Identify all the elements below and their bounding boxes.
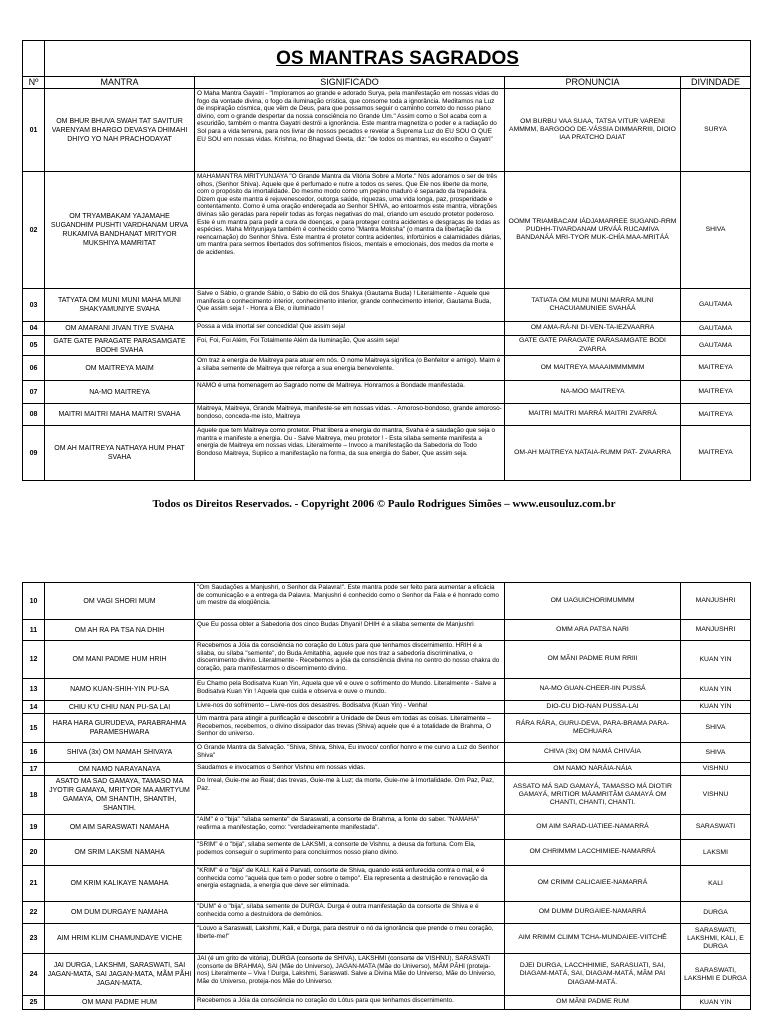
row-pronuncia: OM MÃNI PADME RUM [505,996,681,1010]
row-mantra: OM AH RA PA TSA NA DHIH [45,620,195,641]
row-mantra: HARA HARA GURUDEVA, PARABRAHMA PARAMESHWARA [45,714,195,743]
row-pronuncia: OM UAGUICHORIMUMMM [505,583,681,620]
row-divindade: MAITREYA [681,381,751,404]
row-pronuncia: AIM RRIMM CLIMM TCHA-MUNDAIEE-VIITCHÊ [505,924,681,954]
row-num: 15 [23,714,45,743]
row-pronuncia: OM CRIMM CALICAIEE-NAMARRÁ [505,866,681,902]
row-divindade: SARASWATI, LAKSHMI E DURGA [681,954,751,996]
row-pronuncia: OM-AH MAITREYA NATAIA-RUMM PAT- ZVAARRA [505,426,681,481]
row-num: 11 [23,620,45,641]
row-mantra: MAITRI MAITRI MAHA MAITRI SVAHA [45,404,195,426]
row-pronuncia: RÁRA RÁRA, GURU-DEVA, PARA-BRAMA PARA-MECHUARA [505,714,681,743]
row-significado: Eu Chamo pela Bodisatva Kuan Yin, Aquela que vê e ouve o sofrimento do Mundo. Literalmente - Salve a Bodisatva Kuan Yin ! Aquela que cuida e observa e ouve o mundo. [195,679,505,701]
row-num: 13 [23,679,45,701]
row-significado: Saudamos e invocamos o Senhor Vishnu em nossas vidas. [195,763,505,776]
table-row [23,89,751,172]
row-significado: "Om Saudações a Manjushri, o Senhor da Palavra!". Este mantra pode ser feito para aumentar a eficácia de comunicação e a entrega da Palavra. Manjushri é conhecido como o Senhor da Fala e é honrado como um mestre da eloqüência. [195,583,505,620]
row-num: 20 [23,840,45,866]
row-significado: Possa a vida imortal ser concedida! Que assim seja! [195,322,505,336]
row-divindade: GAUTAMA [681,289,751,322]
row-pronuncia: MAITRI MAITRI MARRÁ MAITRI ZVARRÁ [505,404,681,426]
row-significado: Om traz a energia de Maitreya para atuar em nós. O nome Maitreya significa (o Benfeitor e amigo). Maim é a sílaba semente de Maitreya que reforça a sua energia benevolente. [195,356,505,381]
row-significado: O Grande Mantra da Salvação. "Shiva, Shiva, Shiva, Eu invoco/ confio/ honro e me curvo a Luz do Senhor Shiva" [195,743,505,763]
header-significado: SIGNIFICADO [195,77,505,89]
row-significado: Salve o Sábio, o grande Sábio, o Sábio do clã dos Shakya (Gautama Buda) ! Literalmente - Aquele que manifesta o conhecimento interior, conhecimento interior, grande conhecimento interior, Gautama Buda, Que assim seja ! - Honra a Ele, o iluminado ! [195,289,505,322]
row-mantra: NAMO KUAN-SHIH-YIN PU-SA [45,679,195,701]
row-significado: Que Eu possa obter a Sabedoria dos cinco Budas Dhyani! DHIH é a sílaba semente de Manjushri [195,620,505,641]
row-mantra: OM KRIM KALIKAYE NAMAHA [45,866,195,902]
table-row [23,924,751,954]
table-row [23,701,751,714]
header-divindade: DIVINDADE [681,77,751,89]
row-significado: Recebemos a Jóia da consciência no coração do Lótus para que tenhamos discernimento. [195,996,505,1010]
row-significado: "DUM" é o "bija", sílaba semente de DURGA. Durga é outra manifestação da consorte de Shiva e é conhecida como a destruidora de demônios. [195,902,505,924]
row-pronuncia: OMM ARA PATSA NARI [505,620,681,641]
table-row [23,714,751,743]
table-row [23,336,751,356]
row-divindade: SARASWATI [681,815,751,840]
row-mantra: AIM HRIM KLIM CHAMUNDAYE VICHE [45,924,195,954]
row-divindade: KUAN YIN [681,996,751,1010]
row-divindade: MANJUSHRI [681,583,751,620]
row-mantra: OM AIM SARASWATI NAMAHA [45,815,195,840]
row-pronuncia: DJEI DURGA, LACCHHIMIE, SARASUATI, SAI, DIAGAM-MATÁ, SAI, DIAGAM-MATÁ, MÃM PAI DIAGAM-MATÁ. [505,954,681,996]
row-significado: NAMO é uma homenagem ao Sagrado nome de Maitreya. Honramos a Bondade manifestada. [195,381,505,404]
row-divindade: GAUTAMA [681,336,751,356]
row-significado: Livre-nos do sofrimento – Livre-nos dos desastres. Bodisatva (Kuan Yin) - Venha! [195,701,505,714]
row-significado: "Louvo a Saraswati, Lakshmi, Kali, e Durga, para destruir o nó da ignorância que prende o meu coração, liberte-me!" [195,924,505,954]
table-row [23,172,751,289]
row-mantra: OM MANI PADME HUM [45,996,195,1010]
header-num: Nº [23,77,45,89]
row-significado: Aquele que tem Maitreya como protetor. Phat libera a energia do mantra, Svaha é a saudação que seja o mantra e manifeste a energia. Ou - Salve Maitreya, meu protetor ! - Esta sílaba semente manifesta a energia de Maitreya em nossas vidas. Literalmente – Invoco a manifestação da Sabedoria do Todo Bondoso Maitreya, Suplico a manifestação na forma, da sua energia do Saber, Que assim seja. [195,426,505,481]
row-mantra: OM MANI PADME HUM HRIH [45,641,195,679]
row-significado: Do Irreal, Guie-me ao Real; das trevas, Guie-me à Luz; da morte, Guie-me à Imortalidade. Om Paz, Paz, Paz. [195,776,505,815]
row-mantra: OM MAITREYA MAIM [45,356,195,381]
row-mantra: OM VAGI SHORI MUM [45,583,195,620]
table-row [23,426,751,481]
row-pronuncia: OM MAITREYA MAAAIMMMMMM [505,356,681,381]
row-pronuncia: OM CHRIMMM LACCHIMIEE-NAMARRÁ [505,840,681,866]
row-mantra: SHIVA (3x) OM NAMAH SHIVAYA [45,743,195,763]
row-divindade: MAITREYA [681,356,751,381]
page-title: OS MANTRAS SAGRADOS [45,41,751,77]
row-divindade: VISHNU [681,763,751,776]
row-significado: Foi, Foi, Foi Além, Foi Totalmente Além da Iluminação, Que assim seja! [195,336,505,356]
row-significado: O Maha Mantra Gayatri - "Imploramos ao grande e adorado Surya, pela manifestação em nossas vidas do fogo da vontade divina, o fogo da iluminação crística, que consome toda a ignorância. Meditamos na Luz de inspiração cósmica, que vêm de Deus, para que possamos seguir o caminho correto do nosso plano divino, com o grande despertar da nossa consciência no Grande Um." Assim como o Sol acaba com a escuridão, também o mantra Gayatri destrói a ignorância. Este mantra magnetiza o poder e a radiação do Sol para a vida terrena, para nos livrar de nossos pecados e revelar a Suprema Luz do EU SOU O QUE EU SOU em nossas vidas. Krishna, no Bhagvad Geeta, diz: "de todos os mantras, eu escolho o Gayatri" [195,89,505,172]
row-significado: JAI (é um grito de vitória), DURGA (consorte de SHIVA), LAKSHMI (consorte de VISHNU), SARASVATI (consorte de BRAHMA), SAI (Mãe do Universo), JAGAN-MATA (Mãe do Universo), MÃM PÃHI (proteja-nos) Literalmente – Viva ! Durga, Lakshmi, Saraswati. Salve a Divina Mãe do Universo, Mãe do Universo, Mãe do Universo, proteja-nos Mãe do Universo. [195,954,505,996]
row-mantra: TATYATA OM MUNI MUNI MAHA MUNI SHAKYAMUNIYE SVAHA [45,289,195,322]
table-row [23,356,751,381]
row-num: 18 [23,776,45,815]
row-pronuncia: DIO-CU DIO-NAN PUSSA-LAI [505,701,681,714]
row-mantra: CHIU K'U CHIU NAN PU-SA LAI [45,701,195,714]
table-row [23,679,751,701]
row-pronuncia: TATIATA OM MUNI MUNI MARRA MUNI CHACUIAMUNIEE SVAHÁÁ [505,289,681,322]
row-num: 03 [23,289,45,322]
row-significado: MAHAMANTRA MRITYUNJAYA "O Grande Mantra da Vitória Sobre a Morte." Nós adoramos o ser de três olhos, (Senhor Shiva). Aquele que é perfumado e nutre a todos os seres. Que Ele nos liberte da morte, com o propósito da imortalidade. Do mesmo modo como um pepino maduro é separado da trepadeira. Dizem que este mantra é rejuvenescedor, outorga saúde, riquezas, uma vida longa, paz, prosperidade e contentamento. Como é uma oração endereçada ao Senhor SHIVA, ao entoarmos este mantra, vibrações divinas são geradas para repelir todas as forças negativas do mal, criando um escudo protetor poderoso. Este é um mantra para pedir a cura de doenças, e para proteger contra acidentes e desgraças de todas as espécies. Maha Mrityunjaya também é conhecido como "Mantra Moksha" (o mantra da libertação da reencarnação) do Senhor Shiva. Este mantra é protetor contra acidentes, infortúnios e calamidades diárias, um mantra para sermos libertados dos sofrimentos físicos, mentais e emocionais, dos medos da morte e de acidentes. [195,172,505,289]
row-num: 10 [23,583,45,620]
row-divindade: MAITREYA [681,404,751,426]
row-mantra: NA-MO MAITREYA [45,381,195,404]
row-num: 09 [23,426,45,481]
row-divindade: DURGA [681,902,751,924]
table-row [23,815,751,840]
row-pronuncia: OM MÃNI PADME RUM RRIII [505,641,681,679]
row-num: 12 [23,641,45,679]
row-significado: "SRIM" é o "bija", sílaba semente de LAKSMI, a consorte de Vishnu, a deusa da fortuna. Com Ela, podemos conseguir o suprimento para concluirmos nosso plano divino. [195,840,505,866]
row-num: 19 [23,815,45,840]
row-num: 17 [23,763,45,776]
row-divindade: LAKSMI [681,840,751,866]
mantras-table-1 [22,40,751,481]
row-num: 23 [23,924,45,954]
row-mantra: OM TRYAMBAKAM YAJAMAHE SUGANDHIM PUSHTI VARDHANAM URVA RUKAMIVA BANDHANAT MRITYOR MUKSHIYA MAMRITAT [45,172,195,289]
row-num: 14 [23,701,45,714]
row-divindade: MANJUSHRI [681,620,751,641]
row-num: 24 [23,954,45,996]
row-pronuncia: NA-MO GUAN-CHEER-IIN PUSSÁ [505,679,681,701]
table-header [23,77,751,89]
row-mantra: OM SRIM LAKSMI NAMAHA [45,840,195,866]
row-mantra: OM BHUR BHUVA SWAH TAT SAVITUR VARENYAM BHARGO DEVASYA DHIMAHI DHIYO YO NAH PRACHODAYAT [45,89,195,172]
row-pronuncia: OM BURBU VAA SUAA, TATSA VITUR VARENI AMMMM, BARGOOO DE-VÁSSIA DIMMARRIII, DIOIO IAA PRATCHO DAIAT [505,89,681,172]
table-row [23,289,751,322]
row-significado: "KRIM" é o "bija" de KALI. Kali é Parvati, consorte de Shiva, quando está enfurecida contra o mal, e é conhecida como "aquela que tem o poder sobre o tempo". Ela representa a destruição e renovação da energia estagnada, a energia que deve ser eliminada. [195,866,505,902]
row-divindade: SARASWATI, LAKSHMI, KALI, E DURGA [681,924,751,954]
row-num: 05 [23,336,45,356]
row-pronuncia: GATE GATE PARAGATE PARASAMGATE BODI ZVARRA [505,336,681,356]
table-row [23,996,751,1010]
row-pronuncia: OM NAMO NARÁIA-NÁIA [505,763,681,776]
table-row [23,902,751,924]
table-row [23,763,751,776]
row-pronuncia: NA-MOO MAITREYA [505,381,681,404]
row-num: 01 [23,89,45,172]
row-divindade: KALI [681,866,751,902]
table-row [23,840,751,866]
row-mantra: ASATO MA SAD GAMAYA, TAMASO MA JYOTIR GAMAYA, MRITYOR MA AMRTYUM GAMAYA, OM SHANTIH, SHANTIH, SHANTIH. [45,776,195,815]
table-row [23,381,751,404]
row-divindade: KUAN YIN [681,701,751,714]
row-pronuncia: OM AIM SARAD-UATIEE-NAMARRÁ [505,815,681,840]
row-pronuncia: OM AMA-RÁ-NI DI-VEN-TA-IEZVAARRA [505,322,681,336]
table-row [23,866,751,902]
row-divindade: SHIVA [681,172,751,289]
row-num: 06 [23,356,45,381]
row-significado: "AIM" é o "bija" "sílaba semente" de Saraswati, a consorte de Brahma, a fonte do saber. "NAMAHA" reafirma a manifestação, como: "verdadeiramente manifestada". [195,815,505,840]
row-divindade: SHIVA [681,743,751,763]
table-row [23,404,751,426]
row-num: 02 [23,172,45,289]
row-divindade: VISHNU [681,776,751,815]
table-row [23,954,751,996]
header-mantra: MANTRA [45,77,195,89]
row-mantra: OM AMARANI JIVAN TIYE SVAHA [45,322,195,336]
row-pronuncia: OOMM TRIAMBACAM IÁDJAMARREE SUGAND-RRM PUDHH-TIVARDANAM URVÁÁ RUCAMIVA BANDANÁÁ MRI-TYOR MUK-CHÍA MAA-MRITÁÁ [505,172,681,289]
row-num: 22 [23,902,45,924]
row-num: 16 [23,743,45,763]
mantras-table-2 [22,582,751,1010]
copyright-footer: Todos os Direitos Reservados. - Copyright 2006 © Paulo Rodrigues Simões – www.eusouluz.com.br [152,498,616,510]
row-significado: Um mantra para atingir a purificação e descobrir a Unidade de Deus em todas as coisas. Literalmente – Recebemos, recebemos, o divino dissipador das trevas (Shiva) aquele que é a totalidade de Brahma, O Senhor do universo. [195,714,505,743]
row-mantra: GATE GATE PARAGATE PARASAMGATE BODHI SVAHA [45,336,195,356]
table-row [23,322,751,336]
row-num: 25 [23,996,45,1010]
row-divindade: SHIVA [681,714,751,743]
table-row [23,641,751,679]
row-divindade: MAITREYA [681,426,751,481]
row-divindade: GAUTAMA [681,322,751,336]
row-mantra: OM AH MAITREYA NATHAYA HUM PHAT SVAHA [45,426,195,481]
table-row [23,620,751,641]
row-significado: Recebemos a Jóia da consciência no coração do Lótus para que tenhamos discernimento. HRIH é a sílaba, ou sílaba "semente", do Buda Amitabha, aquele que nos traz a sabedoria discriminativa, o discernimento divino. Literalmente - Recebemos a jóia da consciência divina no centro do nosso chakra do coração, para manifestarmos o discernimento divino. [195,641,505,679]
row-divindade: SURYA [681,89,751,172]
table-row [23,776,751,815]
row-significado: Maitreya, Maitreya, Grande Maitreya, manifeste-se em nossas vidas. - Amoroso-bondoso, grande amoroso-bondoso, conceda-me isto, Maitreya [195,404,505,426]
row-num: 21 [23,866,45,902]
row-pronuncia: ASSATO MÁ SAD GAMAYÁ, TAMASSO MÁ DIOTIR GAMAYÁ, MRITIOR MÁAMRITÃM GAMAYÁ OM CHANTI, CHANTI, CHANTI. [505,776,681,815]
row-mantra: JAI DURGA, LAKSHMI, SARASWATI, SAI JAGAN-MATA, SAI JAGAN-MATA, MÃM PÃHI JAGAN-MATA. [45,954,195,996]
table-row [23,583,751,620]
row-num: 04 [23,322,45,336]
row-divindade: KUAN YIN [681,641,751,679]
row-divindade: KUAN YIN [681,679,751,701]
row-num: 07 [23,381,45,404]
row-pronuncia: OM DUMM DURGAIEE-NAMARRÁ [505,902,681,924]
row-mantra: OM NAMO NARAYANAYA [45,763,195,776]
table-row [23,743,751,763]
row-pronuncia: CHIVA (3x) OM NAMÁ CHIVÁIA [505,743,681,763]
row-mantra: OM DUM DURGAYE NAMAHA [45,902,195,924]
row-num: 08 [23,404,45,426]
header-pronuncia: PRONUNCIA [505,77,681,89]
